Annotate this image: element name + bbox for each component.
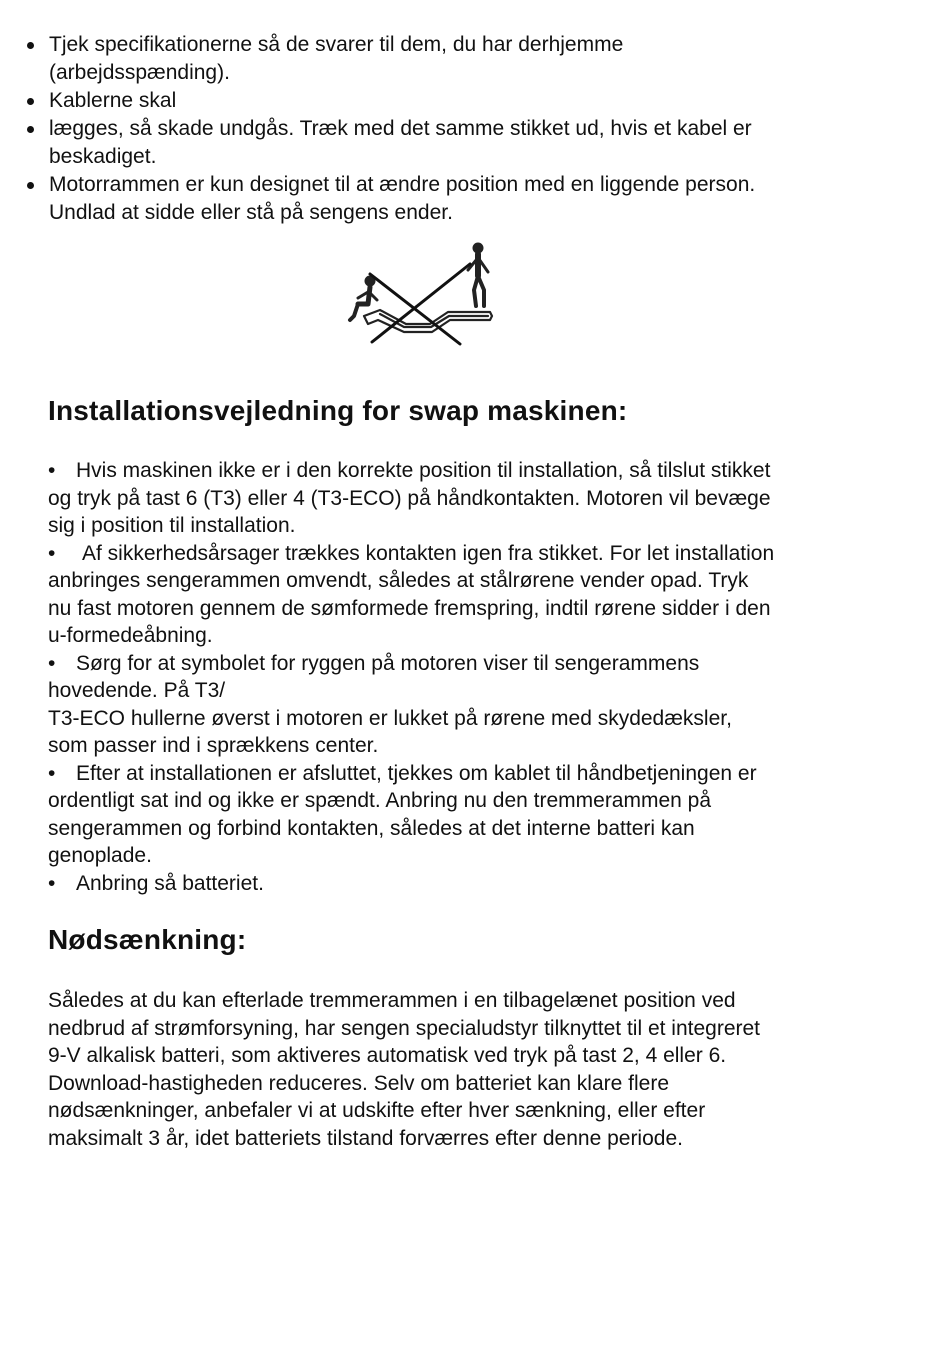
safety-bullet-list [24, 31, 904, 227]
bullet-mark: • [48, 459, 56, 482]
emergency-lowering-paragraph [48, 987, 908, 1152]
text-line: nødsænkninger, anbefaler vi at udskifte efter hver sænkning, eller efter [48, 1099, 706, 1122]
list-item [24, 115, 904, 171]
text-line [48, 457, 908, 485]
text-line: maksimalt 3 år, idet batteriets tilstand forværres efter denne periode. [48, 1126, 683, 1150]
line-text: Anbring så batteriet. [76, 871, 264, 895]
bullet-dot [27, 98, 34, 105]
text-line: og tryk på tast 6 (T3) eller 4 (T3-ECO) på håndkontakten. Motoren vil bevæge [48, 486, 771, 510]
no-sitting-standing-on-bed-ends-icon [344, 240, 496, 346]
list-item-line: Tjek specifikationerne så de svarer til dem, du har derhjemme [49, 33, 624, 56]
text-line: u-formedeåbning. [48, 624, 213, 647]
text-line [48, 540, 908, 568]
list-item [24, 87, 904, 115]
list-item-line: Kablerne skal [49, 89, 177, 112]
text-line: anbringes sengerammen omvendt, således at stålrørene vender opad. Tryk [48, 569, 749, 592]
text-line: T3-ECO hullerne øverst i motoren er lukket på rørene med skydedæksler, [48, 706, 732, 730]
bullet-mark: • [48, 761, 56, 785]
text-line [48, 650, 908, 678]
bullet-dot [27, 42, 34, 49]
text-line: som passer ind i sprækkens center. [48, 734, 379, 757]
text-line: genoplade. [48, 844, 152, 867]
text-line: hovedende. På T3/ [48, 679, 226, 702]
text-line: sengerammen og forbind kontakten, således at det interne batteri kan [48, 816, 695, 840]
list-item [24, 171, 904, 227]
bullet-mark: • [48, 541, 56, 565]
text-line [48, 760, 908, 788]
text-line: Således at du kan efterlade tremmerammen i en tilbagelænet position ved [48, 989, 736, 1012]
bullet-dot [27, 182, 34, 189]
bullet-dot [27, 126, 34, 133]
emergency-lowering-heading: Nødsænkning: [48, 924, 247, 955]
text-line: 9-V alkalisk batteri, som aktiveres automatisk ved tryk på tast 2, 4 eller 6. [48, 1044, 727, 1067]
list-item-line: Undlad at sidde eller stå på sengens ender. [49, 201, 453, 224]
text-line: ordentligt sat ind og ikke er spændt. Anbring nu den tremmerammen på [48, 789, 712, 812]
list-item-line: Motorrammen er kun designet til at ændre position med en liggende person. [49, 173, 756, 196]
installation-heading: Installationsvejledning for swap maskinen: [48, 395, 628, 426]
text-line: Download-hastigheden reduceres. Selv om batteriet kan klare flere [48, 1071, 670, 1095]
list-item [24, 31, 904, 87]
line-text: Hvis maskinen ikke er i den korrekte position til installation, så tilslut stikket [76, 459, 771, 482]
text-line: nedbrud af strømforsyning, har sengen specialudstyr tilknyttet til et integreret [48, 1016, 761, 1040]
list-item-line: beskadiget. [49, 145, 157, 168]
installation-instructions [48, 457, 908, 897]
list-item-line: lægges, så skade undgås. Træk med det samme stikket ud, hvis et kabel er [49, 117, 752, 140]
text-line: sig i position til installation. [48, 514, 296, 537]
line-text: Af sikkerhedsårsager trækkes kontakten igen fra stikket. For let installation [82, 541, 775, 565]
text-line: nu fast motoren gennem de sømformede fremspring, indtil rørene sidder i den [48, 596, 771, 620]
list-item-line: (arbejdsspænding). [49, 61, 230, 84]
line-text: Efter at installationen er afsluttet, tjekkes om kablet til håndbetjeningen er [76, 761, 757, 785]
bullet-mark: • [48, 871, 56, 895]
text-line [48, 870, 908, 898]
line-text: Sørg for at symbolet for ryggen på motoren viser til sengerammens [76, 651, 700, 675]
bullet-mark: • [48, 651, 56, 675]
